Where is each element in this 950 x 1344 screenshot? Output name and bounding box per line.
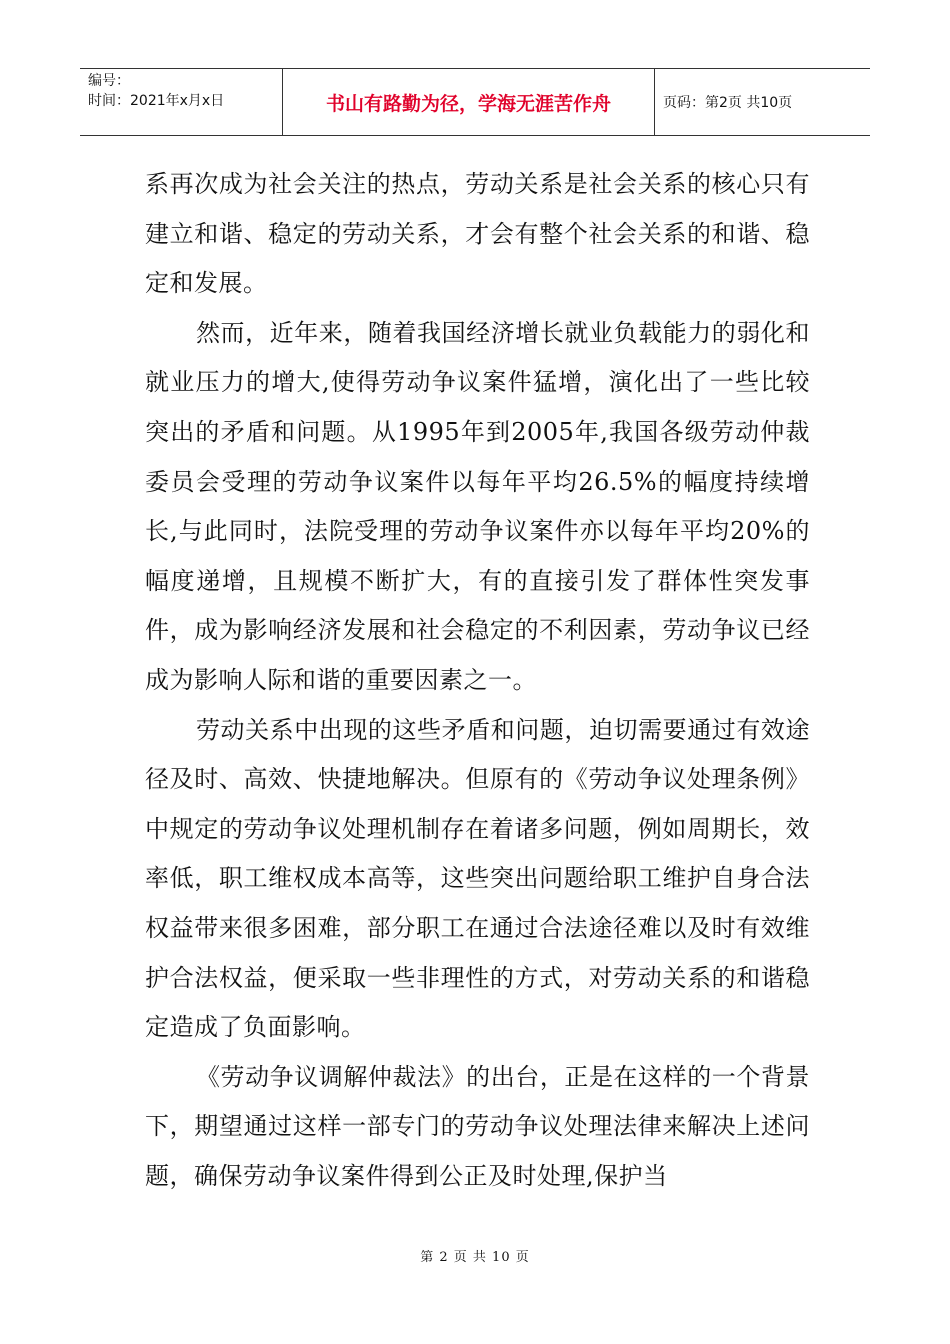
paragraph-2: 然而，近年来，随着我国经济增长就业负载能力的弱化和就业压力的增大,使得劳动争议案件猛增，演化出了一些比较突出的矛盾和问题。从1995年到2005年,我国各级劳动仲裁委员会受理的劳动争议案件以每年平均26.5%的幅度持续增长,与此同时，法院受理的劳动争议案件亦以每年平均20%的幅度递增，且规模不断扩大，有的直接引发了群体性突发事件，成为影响经济发展和社会稳定的不利因素，劳动争议已经成为影响人际和谐的重要因素之一。 <box>145 318 810 694</box>
paragraph-4: 《劳动争议调解仲裁法》的出台，正是在这样的一个背景下，期望通过这样一部专门的劳动争议处理法律来解决上述问题，确保劳动争议案件得到公正及时处理,保护当 <box>145 1062 810 1190</box>
page-header <box>80 68 870 136</box>
number-label: 编号： <box>88 73 130 89</box>
header-page-info: 页码：第2页 共10页 <box>663 95 793 111</box>
paragraph-3: 劳动关系中出现的这些矛盾和问题，迫切需要通过有效途径及时、高效、快捷地解决。但原有的《劳动争议处理条例》中规定的劳动争议处理机制存在着诸多问题，例如周期长，效率低，职工维权成本高等，这些突出问题给职工维护自身合法权益带来很多困难，部分职工在通过合法途径难以及时有效维护合法权益，便采取一些非理性的方式，对劳动关系的和谐稳定造成了负面影响。 <box>145 715 810 1042</box>
time-label: 时间：2021年x月x日 <box>88 93 225 109</box>
header-motto: 书山有路勤为径，学海无涯苦作舟 <box>283 69 655 135</box>
paragraph-1: 系再次成为社会关注的热点，劳动关系是社会关系的核心只有建立和谐、稳定的劳动关系，才会有整个社会关系的和谐、稳定和发展。 <box>145 170 810 298</box>
header-meta <box>80 69 283 135</box>
document-body <box>145 160 810 1201</box>
page-footer: 第 2 页 共 10 页 <box>420 1250 530 1265</box>
